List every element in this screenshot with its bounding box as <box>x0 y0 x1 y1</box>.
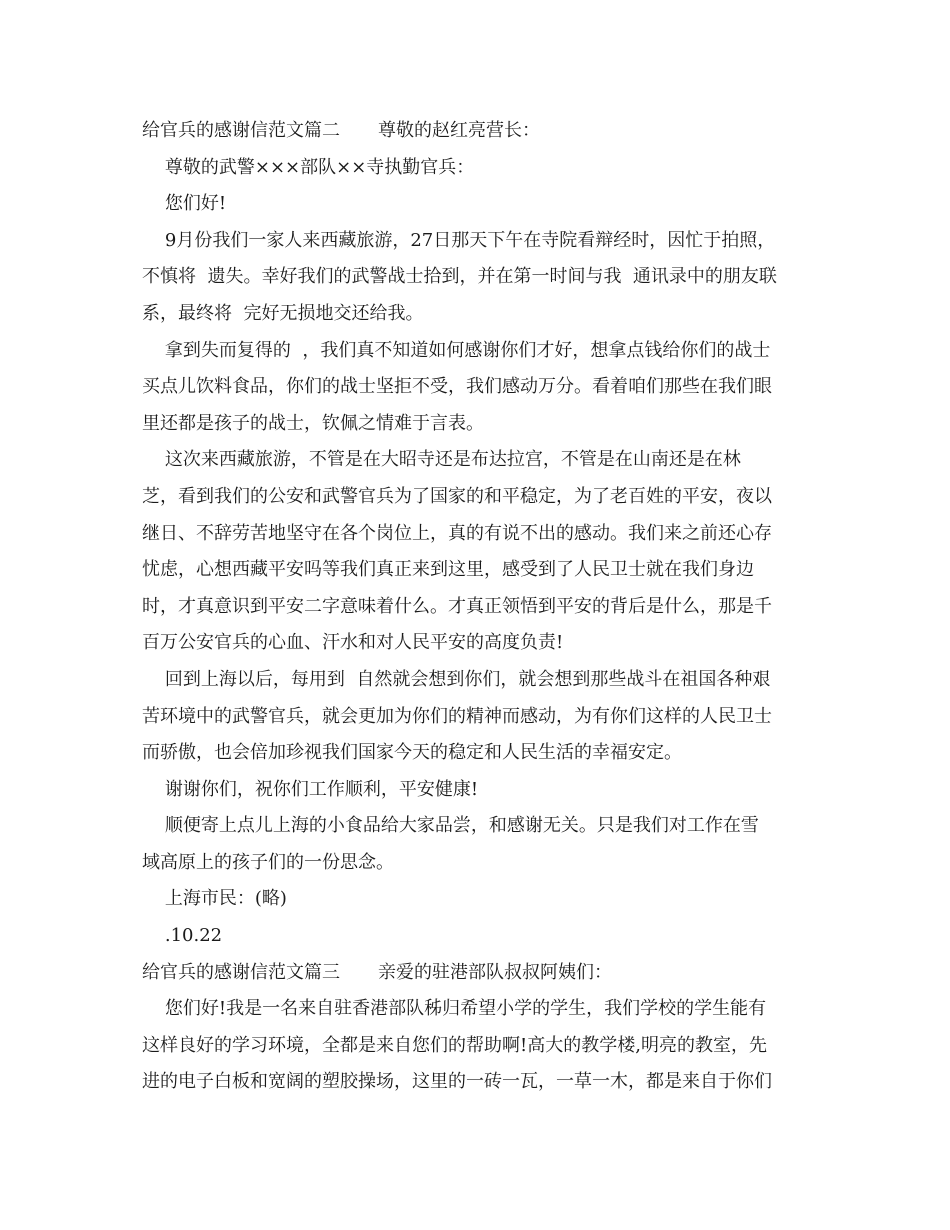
paragraph-line: 这样良好的学习环境，全都是来自您们的帮助啊!高大的教学楼,明亮的教室，先 <box>142 1034 767 1056</box>
paragraph-line: 时，才真意识到平安二字意味着什么。才真正领悟到平安的背后是什么，那是千 <box>142 595 772 617</box>
section-heading-2 <box>142 113 814 150</box>
signature-line: 上海市民：(略) <box>142 888 287 910</box>
paragraph-line: 百万公安官兵的心血、汗水和对人民平安的高度负责! <box>142 632 564 654</box>
paragraph-line: 您们好!我是一名来自驻香港部队秭归希望小学的学生，我们学校的学生能有 <box>142 998 767 1020</box>
paragraph-line: 苦环境中的武警官兵，就会更加为你们的精神而感动，为有你们这样的人民卫士 <box>142 705 772 727</box>
document-body <box>142 113 814 1101</box>
paragraph-line: 进的电子白板和宽阔的塑胶操场，这里的一砖一瓦，一草一木，都是来自于你们 <box>142 1071 772 1093</box>
paragraph-line: 忧虑，心想西藏平安吗等我们真正来到这里，感受到了人民卫士就在我们身边 <box>142 559 754 581</box>
paragraph-line: 系，最终将 完好无损地交还给我。 <box>142 302 424 324</box>
date-line: .10.22 <box>142 925 223 947</box>
paragraph-line: 这次来西藏旅游，不管是在大昭寺还是布达拉宫，不管是在山南还是在林 <box>142 449 741 471</box>
section-title: 给官兵的感谢信范文篇三 <box>142 961 340 983</box>
paragraph-line: 尊敬的武警×××部队××寺执勤官兵： <box>142 156 475 178</box>
paragraph-line: 而骄傲，也会倍加珍视我们国家今天的稳定和人民生活的幸福安定。 <box>142 742 682 764</box>
paragraph-line: 顺便寄上点儿上海的小食品给大家品尝，和感谢无关。只是我们对工作在雪 <box>142 815 759 837</box>
letter-salutation: 亲爱的驻港部队叔叔阿姨们： <box>378 961 612 983</box>
paragraph-line: 继日、不辞劳苦地坚守在各个岗位上，真的有说不出的感动。我们来之前还心存 <box>142 522 772 544</box>
paragraph-line: 里还都是孩子的战士，钦佩之情难于言表。 <box>142 412 484 434</box>
section-heading-3 <box>142 955 814 992</box>
paragraph-line: 芝，看到我们的公安和武警官兵为了国家的和平稳定，为了老百姓的平安，夜以 <box>142 485 772 507</box>
paragraph-line: 谢谢你们，祝你们工作顺利，平安健康! <box>142 778 479 800</box>
paragraph-line: 买点儿饮料食品，你们的战士坚拒不受，我们感动万分。看着咱们那些在我们眼 <box>142 376 772 398</box>
paragraph-line: 回到上海以后，每用到 自然就会想到你们，就会想到那些战斗在祖国各种艰 <box>142 668 771 690</box>
paragraph-line: 不慎将 遗失。幸好我们的武警战士拾到，并在第一时间与我 通讯录中的朋友联 <box>142 266 777 288</box>
letter-salutation: 尊敬的赵红亮营长： <box>378 120 540 141</box>
paragraph-line: 9月份我们一家人来西藏旅游，27日那天下午在寺院看辩经时，因忙于拍照， <box>142 229 776 251</box>
section-title: 给官兵的感谢信范文篇二 <box>142 120 340 141</box>
paragraph-line: 拿到失而复得的 ，我们真不知道如何感谢你们才好，想拿点钱给你们的战士 <box>142 339 771 361</box>
paragraph-line: 域高原上的孩子们的一份思念。 <box>142 851 394 873</box>
paragraph-line: 您们好! <box>142 193 227 215</box>
